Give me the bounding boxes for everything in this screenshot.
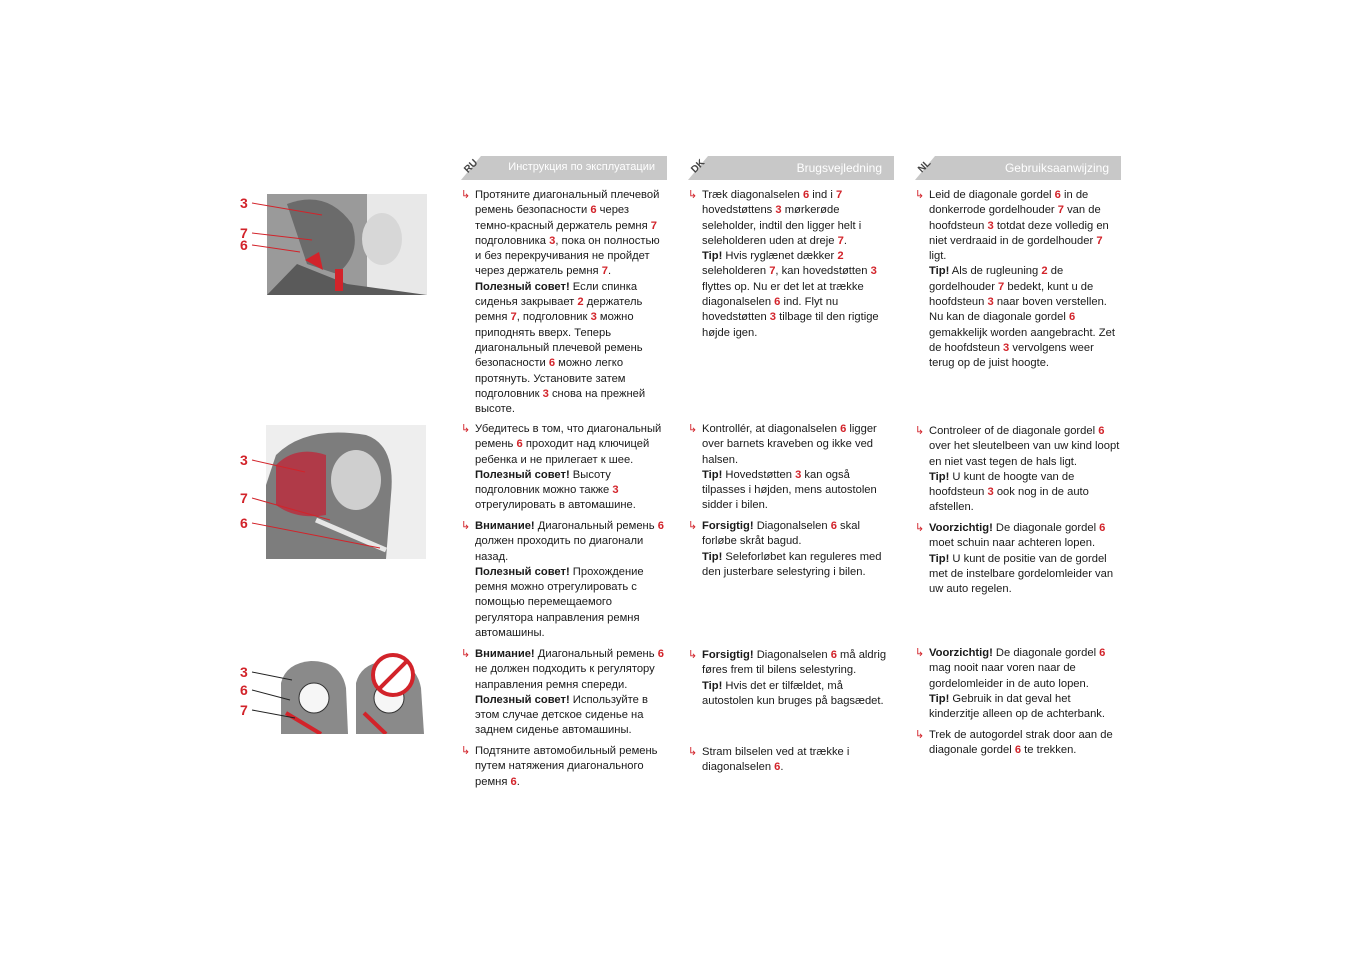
figure-label: 3 xyxy=(240,664,248,680)
bullet-arrow-icon: ↳ xyxy=(461,520,471,532)
instruction-text: Hvis det er tilfældet, må autostolen kun bruges på bagsædet. xyxy=(702,679,884,707)
figure-label: 6 xyxy=(240,237,248,253)
part-number: 7 xyxy=(769,265,776,278)
instruction-text: . xyxy=(780,761,784,774)
emphasis-label: Forsigtig! xyxy=(702,649,754,661)
instruction-text: flyttes op. Nu er det let at trække diagonalselen xyxy=(702,280,864,309)
instruction-dk-4 xyxy=(688,648,894,709)
part-number: 3 xyxy=(542,387,549,400)
emphasis-label: Полезный совет! xyxy=(475,693,570,706)
bullet-arrow-icon: ↳ xyxy=(461,189,471,201)
instruction-text: in de donkerrode gordelhouder xyxy=(929,189,1089,217)
instruction-text: moet schuin naar achteren lopen. xyxy=(929,537,1096,550)
instruction-text: через темно-красный держатель ремня xyxy=(475,204,651,232)
part-number: 6 xyxy=(1054,189,1061,201)
part-number: 6 xyxy=(1098,425,1105,437)
instruction-text: , kan hovedstøtten xyxy=(775,265,871,278)
bullet-arrow-icon: ↳ xyxy=(915,729,925,741)
instruction-text: Træk diagonalselen xyxy=(702,189,803,201)
part-number: 7 xyxy=(510,311,517,324)
emphasis-label: Tip! xyxy=(702,250,723,263)
bullet-arrow-icon: ↳ xyxy=(915,522,925,534)
instruction-text: Диагональный ремень xyxy=(534,520,658,532)
instruction-text: bedekt, kunt u de hoofdsteun xyxy=(929,280,1094,309)
part-number: 2 xyxy=(837,250,844,263)
part-number: 6 xyxy=(1099,647,1106,659)
instruction-dk-1 xyxy=(688,188,894,341)
section-title: Инструкция по эксплуатации xyxy=(508,161,655,173)
part-number: 3 xyxy=(795,468,802,481)
instruction-dk-2 xyxy=(688,422,894,514)
section-title: Gebruiksaanwijzing xyxy=(1004,161,1109,175)
part-number: 6 xyxy=(510,775,517,788)
part-number: 2 xyxy=(1041,265,1048,278)
instruction-text: vervolgens weer terug op de juist hoogte. xyxy=(929,341,1094,370)
emphasis-label: Tip! xyxy=(702,468,723,481)
instruction-text: Hovedstøtten xyxy=(722,468,796,481)
bullet-arrow-icon: ↳ xyxy=(915,425,925,437)
part-number: 3 xyxy=(549,234,556,247)
instruction-text: Высоту подголовник можно также xyxy=(475,468,613,497)
instruction-text: Убедитесь в том, что диагональный ремень xyxy=(475,423,662,451)
part-number: 7 xyxy=(998,280,1005,293)
emphasis-label: Tip! xyxy=(929,692,950,705)
instruction-ru-1 xyxy=(461,188,667,417)
instruction-text: Hvis ryglænet dækker xyxy=(722,250,838,263)
part-number: 7 xyxy=(1096,234,1103,247)
part-number: 3 xyxy=(769,311,777,324)
figure-label: 7 xyxy=(240,702,248,718)
part-number: 7 xyxy=(650,219,658,232)
bullet-arrow-icon: ↳ xyxy=(461,423,471,435)
part-number: 3 xyxy=(987,219,994,232)
bullet-arrow-icon: ↳ xyxy=(915,647,925,659)
instruction-text: Используйте в этом случае детское сиденье на заднем сиденье автомашины. xyxy=(475,693,648,737)
part-number: 3 xyxy=(775,204,782,217)
emphasis-label: Полезный совет! xyxy=(475,468,570,481)
instruction-text: Leid de diagonale gordel xyxy=(929,189,1055,201)
instruction-text: seleholderen xyxy=(702,265,770,278)
part-number: 3 xyxy=(987,296,994,309)
part-number: 6 xyxy=(830,520,837,532)
part-number: 6 xyxy=(1099,522,1106,534)
instruction-text: te trekken. xyxy=(1021,744,1077,757)
emphasis-label: Внимание! xyxy=(475,648,535,660)
instruction-text: naar boven verstellen. Nu kan de diagonale gordel xyxy=(929,296,1107,324)
instruction-text: проходит над ключицей ребенка и не прилегает к шее. xyxy=(475,438,650,466)
figure-label: 3 xyxy=(240,452,248,468)
instruction-text: Диагональный ремень xyxy=(534,648,658,660)
instruction-text: снова на прежней высоте. xyxy=(475,387,646,416)
instruction-text: kan også tilpasses i højden, mens autostolen sidder i bilen. xyxy=(702,468,877,512)
bullet-arrow-icon: ↳ xyxy=(688,746,698,758)
instruction-text: отрегулировать в автомашине. xyxy=(475,499,636,512)
instruction-text: mørkerøde seleholder, indtil den ligger helt i seleholderen uden at dreje xyxy=(702,204,862,247)
instruction-nl-3 xyxy=(915,521,1121,597)
instruction-text: Kontrollér, at diagonalselen xyxy=(702,423,841,435)
part-number: 3 xyxy=(987,486,994,499)
instruction-text: Stram bilselen ved at trække i diagonalselen xyxy=(702,746,850,774)
part-number: 6 xyxy=(548,357,556,370)
instruction-text: Gebruik in dat geval het kinderzitje alleen op de achterbank. xyxy=(929,692,1106,721)
part-number: 6 xyxy=(830,649,837,661)
instruction-ru-4 xyxy=(461,647,667,739)
figure-label: 6 xyxy=(240,682,248,698)
instruction-text: не должен подходить к регулятору направления ремня спереди. xyxy=(475,663,655,691)
instruction-text: Протяните диагональный плечевой ремень безопасности xyxy=(475,189,660,217)
instruction-text: , пока он полностью и без перекручивания не пройдет через держатель ремня xyxy=(475,234,660,278)
part-number: 6 xyxy=(802,189,810,201)
figure-label: 7 xyxy=(240,490,248,506)
instruction-text: tilbage til den rigtige højde igen. xyxy=(702,311,879,339)
part-number: 6 xyxy=(590,204,597,217)
part-number: 6 xyxy=(840,423,847,435)
bullet-arrow-icon: ↳ xyxy=(688,649,698,661)
instruction-ru-3 xyxy=(461,519,667,641)
part-number: 6 xyxy=(774,761,781,774)
emphasis-label: Tip! xyxy=(702,679,723,692)
part-number: 3 xyxy=(612,484,619,497)
emphasis-label: Tip! xyxy=(929,265,950,278)
emphasis-label: Полезный совет! xyxy=(475,280,570,293)
language-code: DK xyxy=(689,157,708,176)
instruction-text: Trek de autogordel strak door aan de diagonale gordel xyxy=(929,729,1113,757)
section-title: Brugsvejledning xyxy=(796,161,882,175)
figure-label: 7 xyxy=(240,225,248,241)
figure-label: 3 xyxy=(240,195,248,211)
instruction-text: hovedstøttens xyxy=(702,204,776,217)
instruction-text: van de hoofdsteun xyxy=(929,204,1101,232)
instruction-dk-5 xyxy=(688,745,894,776)
bullet-arrow-icon: ↳ xyxy=(915,189,925,201)
language-code: NL xyxy=(916,157,934,176)
bullet-arrow-icon: ↳ xyxy=(688,423,698,435)
instruction-text: de gordelhouder xyxy=(929,265,1064,293)
part-number: 7 xyxy=(837,234,844,247)
part-number: 7 xyxy=(1057,204,1064,217)
part-number: 3 xyxy=(870,265,877,278)
instruction-text: ligger over barnets kraveben og ikke ved halsen. xyxy=(702,423,877,466)
instruction-text: U kunt de hoogte van de hoofdsteun xyxy=(929,470,1075,499)
instruction-text: ligt. xyxy=(929,250,947,263)
part-number: 7 xyxy=(601,265,608,278)
instruction-ru-5 xyxy=(461,744,667,790)
instruction-text: можно приподнять вверх. Теперь диагональный плечевой ремень безопасности xyxy=(475,311,643,370)
emphasis-label: Полезный совет! xyxy=(475,565,570,578)
instruction-text: должен проходить по диагонали назад. xyxy=(475,535,644,563)
part-number: 6 xyxy=(657,520,664,532)
instruction-text: Подтяните автомобильный ремень путем натяжения диагонального ремня xyxy=(475,745,658,788)
instruction-nl-1 xyxy=(915,188,1121,372)
bullet-arrow-icon: ↳ xyxy=(688,520,698,532)
instruction-text: ind. Flyt nu hovedstøtten xyxy=(702,296,839,324)
instruction-text: skal forløbe skråt bagud. xyxy=(702,520,860,548)
instruction-text: Diagonalselen xyxy=(753,649,831,661)
part-number: 6 xyxy=(774,296,781,309)
part-number: 7 xyxy=(835,189,843,201)
instruction-text: , подголовник xyxy=(516,311,591,324)
instruction-text: Seleforløbet kan reguleres med den justerbare selestyring i bilen. xyxy=(702,550,882,578)
instruction-text: mag nooit naar voren naar de gordelomleider in de auto lopen. xyxy=(929,662,1089,690)
instruction-text: Прохождение ремня можно отрегулировать с помощью перемещаемого регулятора направления ремня автомашины. xyxy=(475,565,644,640)
emphasis-label: Внимание! xyxy=(475,520,535,532)
instruction-text: . xyxy=(843,234,847,247)
instruction-text: over het sleutelbeen van uw kind loopt en niet vast tegen de hals ligt. xyxy=(929,440,1120,468)
bullet-arrow-icon: ↳ xyxy=(688,189,698,201)
instruction-text: можно легко протянуть. Установите затем подголовник xyxy=(475,357,626,400)
emphasis-label: Voorzichtig! xyxy=(929,522,993,534)
instruction-nl-2 xyxy=(915,424,1121,516)
emphasis-label: Tip! xyxy=(702,550,723,563)
instruction-text: Diagonalselen xyxy=(753,520,831,532)
instruction-text: Als de rugleuning xyxy=(949,265,1042,278)
instruction-text: gemakkelijk worden aangebracht. Zet de hoofdsteun xyxy=(929,326,1115,354)
instruction-text: må aldrig føres frem til bilens selestyring. xyxy=(702,649,887,677)
emphasis-label: Tip! xyxy=(929,470,950,483)
instruction-text: ind i xyxy=(809,189,836,201)
figure-label: 6 xyxy=(240,515,248,531)
bullet-arrow-icon: ↳ xyxy=(461,648,471,660)
part-number: 3 xyxy=(590,311,597,324)
part-number: 6 xyxy=(657,648,664,660)
instruction-text: . xyxy=(607,265,612,278)
emphasis-label: Voorzichtig! xyxy=(929,647,993,659)
part-number: 3 xyxy=(1003,341,1010,354)
bullet-arrow-icon: ↳ xyxy=(461,745,471,757)
instruction-text: De diagonale gordel xyxy=(992,522,1100,534)
instruction-text: De diagonale gordel xyxy=(992,647,1100,659)
part-number: 6 xyxy=(516,438,523,451)
emphasis-label: Forsigtig! xyxy=(702,520,754,532)
instruction-ru-2 xyxy=(461,422,667,514)
part-number: 6 xyxy=(1068,311,1076,324)
instruction-text: ook nog in de auto afstellen. xyxy=(929,486,1089,514)
instruction-text: Если спинка сиденья закрывает xyxy=(475,280,638,309)
part-number: 2 xyxy=(577,296,584,309)
instruction-nl-4 xyxy=(915,646,1121,722)
language-code: RU xyxy=(462,157,481,176)
instruction-dk-3 xyxy=(688,519,894,580)
instruction-nl-5 xyxy=(915,728,1121,759)
part-number: 6 xyxy=(1014,744,1022,757)
instruction-text: U kunt de positie van de gordel met de instelbare gordelomleider van uw auto regelen. xyxy=(929,552,1114,596)
emphasis-label: Tip! xyxy=(929,552,950,565)
instruction-text: totdat deze volledig en niet verdraaid in de gordelhouder xyxy=(929,219,1109,247)
instruction-text: Controleer of de diagonale gordel xyxy=(929,425,1099,437)
instruction-text: держатель ремня xyxy=(475,296,643,324)
instruction-text: подголовника xyxy=(475,234,550,247)
instruction-text: . xyxy=(516,775,520,788)
